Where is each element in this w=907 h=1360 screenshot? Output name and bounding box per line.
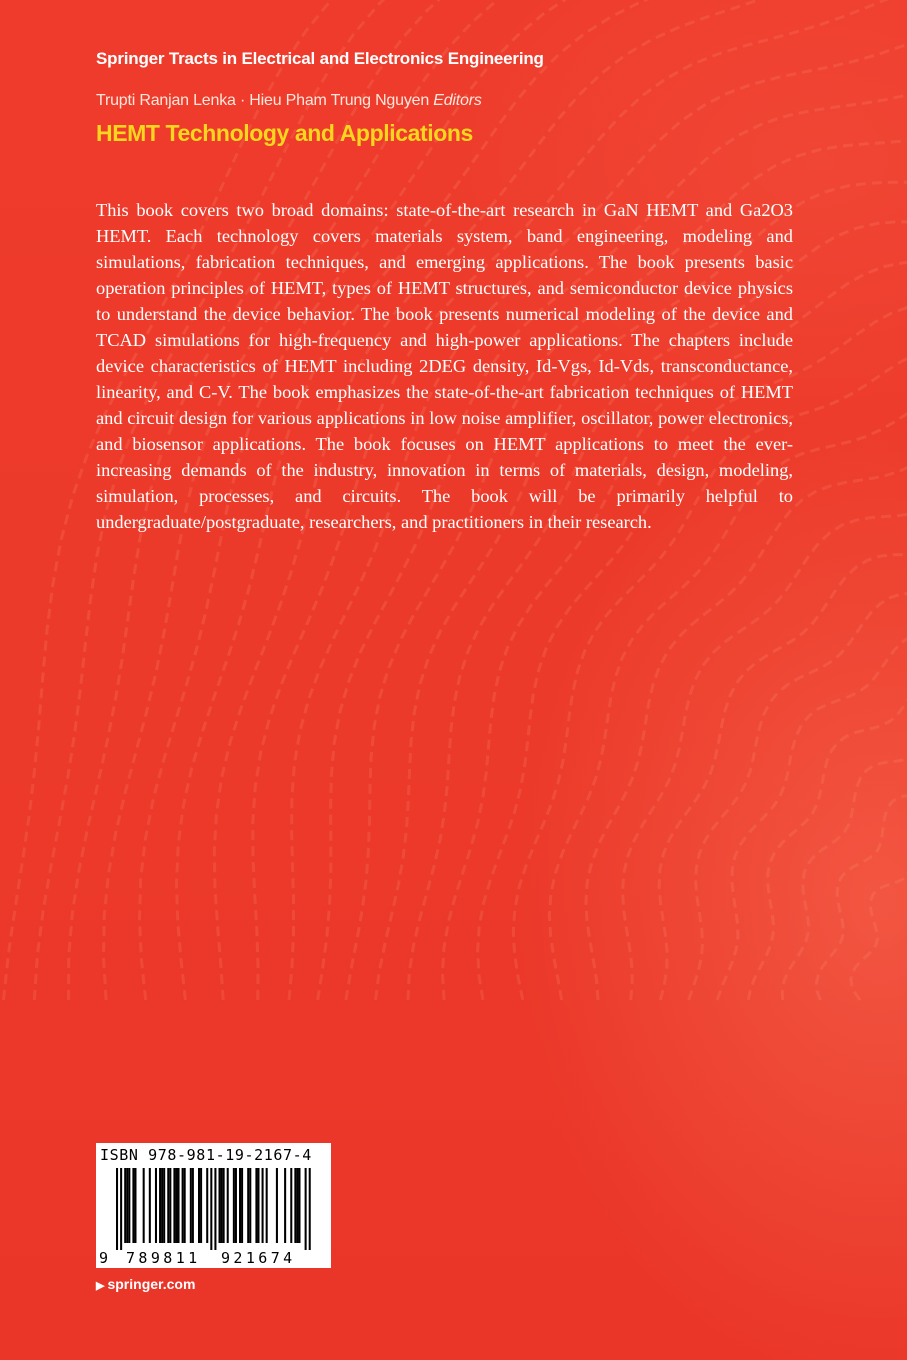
barcode-bar [305,1168,307,1250]
barcode-bar [241,1168,243,1243]
editor-names: Trupti Ranjan Lenka · Hieu Pham Trung Nguyen [96,92,430,109]
barcode-bar [298,1168,300,1243]
barcode-bar [239,1168,241,1243]
book-title: HEMT Technology and Applications [96,120,473,146]
barcode-bar [223,1168,225,1243]
barcode-bar [276,1168,278,1243]
barcode-right-digits: 921674 [221,1249,296,1267]
barcode-bar [192,1168,194,1243]
barcode-bar [210,1168,212,1250]
barcode-bar [233,1168,235,1243]
barcode-bar [266,1168,268,1243]
editors-line [96,92,482,110]
barcode-bar [255,1168,257,1243]
barcode-bar [126,1168,128,1243]
barcode-bar [227,1168,229,1243]
barcode-bar [124,1168,126,1243]
barcode-bar [294,1168,296,1243]
barcode-bar [284,1168,286,1243]
barcode-bar [214,1168,216,1250]
barcode-bar [132,1168,134,1243]
barcode-bars [96,1143,331,1268]
barcode-bar [200,1168,202,1243]
barcode-bar [262,1168,264,1243]
barcode-bar [169,1168,171,1243]
barcode-bar [257,1168,259,1243]
barcode-bar [128,1168,130,1243]
barcode-bar [309,1168,311,1250]
barcode-bar [249,1168,251,1243]
barcode-bar [173,1168,175,1243]
barcode-bar [206,1168,208,1243]
barcode-bar [161,1168,163,1243]
barcode-bar [247,1168,249,1243]
barcode-bar [134,1168,136,1243]
website-text: springer.com [107,1276,196,1292]
barcode-bar [143,1168,145,1243]
editors-role: Editors [433,92,482,109]
barcode-bar [190,1168,192,1243]
book-description: This book covers two broad domains: state-of-the-art research in GaN HEMT and Ga2O3 HEMT. Each technology covers materials system, band engineering, modeling and simulations, fabrication techniques, and emerging applications. The book presents basic operation principles of HEMT, types of HEMT structures, and semiconductor device physics to understand the device behavior. The book presents numerical modeling of the device and TCAD simulations for high-frequency and high-power applications. The chapters include device characteristics of HEMT including 2DEG density, Id-Vgs, Id-Vds, transconductance, linearity, and C-V. The book emphasizes the state-of-the-art fabrication techniques of HEMT and circuit design for various applications in low noise amplifier, oscillator, power electronics, and biosensor applications. The book focuses on HEMT applications to meet the ever-increasing demands of the industry, innovation in terms of materials, design, modeling, simulation, processes, and circuits. The book will be primarily helpful to undergraduate/postgraduate, researchers, and practitioners in their research. [96,200,793,532]
isbn-barcode [96,1143,331,1268]
barcode-bar [155,1168,157,1243]
barcode-bar [219,1168,221,1243]
barcode-left-digits: 789811 [126,1249,201,1267]
barcode-bar [167,1168,169,1243]
series-name: Springer Tracts in Electrical and Electronics Engineering [96,49,544,68]
barcode-bar [175,1168,177,1243]
barcode-first-digit: 9 [99,1249,109,1267]
barcode-bar [149,1168,151,1243]
barcode-bar [198,1168,200,1243]
barcode-bar [184,1168,186,1243]
barcode-bar [182,1168,184,1243]
springer-website-link[interactable] [96,1276,195,1292]
barcode-bar [159,1168,161,1243]
isbn-label: ISBN 978-981-19-2167-4 [100,1146,312,1164]
barcode-bar [221,1168,223,1243]
barcode-bar [290,1168,292,1243]
barcode-bar [120,1168,122,1250]
barcode-bar [235,1168,237,1243]
barcode-bar [178,1168,180,1243]
barcode-bar [296,1168,298,1243]
barcode-bar [116,1168,118,1250]
barcode-bar [163,1168,165,1243]
play-arrow-icon: ▶ [96,1280,105,1292]
